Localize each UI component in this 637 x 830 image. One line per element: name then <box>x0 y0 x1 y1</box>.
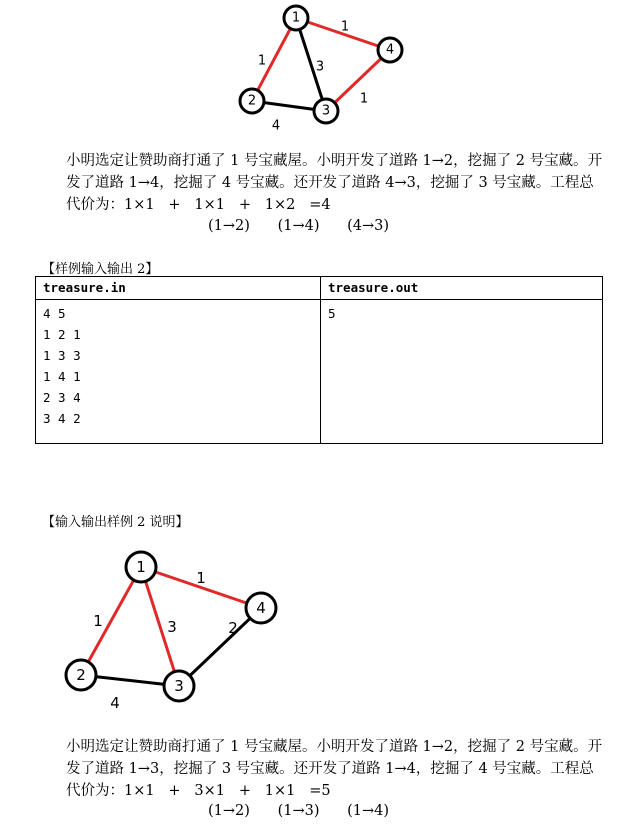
explanation2-formula: 1×1 + 3×1 + 1×1 =5 <box>124 783 331 799</box>
input-line: 1 2 1 <box>43 327 81 342</box>
edge-label-3-4: 2 <box>228 619 238 637</box>
explanation2-paragraph <box>66 736 606 802</box>
svg-text:1: 1 <box>136 558 146 576</box>
svg-text:4: 4 <box>256 599 266 617</box>
node-1 <box>126 552 156 582</box>
edge-label-4-3: 1 <box>359 91 369 107</box>
edge-label-1-3: 3 <box>315 59 325 75</box>
edge-label-1-2: 1 <box>257 53 267 69</box>
svg-text:4: 4 <box>385 42 395 58</box>
svg-text:2: 2 <box>247 93 257 109</box>
example1-graph <box>225 0 425 140</box>
node-3 <box>314 99 338 123</box>
node-2 <box>240 89 264 113</box>
input-line: 3 4 2 <box>43 411 81 426</box>
output-file-header: treasure.out <box>321 277 603 300</box>
explanation2-text: 小明选定让赞助商打通了 1 号宝藏屋。小明开发了道路 1→2，挖掘了 2 号宝藏。开发了道路 1→3，挖掘了 3 号宝藏。还开发了道路 1→4，挖掘了 4 号宝藏。工程总代价为： <box>66 739 603 799</box>
sample2-title: 【样例输入输出 2】 <box>42 262 159 277</box>
node-4 <box>246 593 276 623</box>
edge-label-2-3: 4 <box>271 118 281 134</box>
example1-formula-terms: (1→2) (1→4) (4→3) <box>208 218 390 234</box>
svg-text:3: 3 <box>321 103 331 119</box>
explanation2-graph <box>55 545 295 715</box>
explanation2-formula-terms: (1→2) (1→3) (1→4) <box>208 803 390 819</box>
output-cell <box>321 300 603 444</box>
edge-label-1-4: 1 <box>340 19 350 35</box>
input-line: 4 5 <box>43 306 66 321</box>
explanation2-title: 【输入输出样例 2 说明】 <box>42 515 189 530</box>
svg-text:2: 2 <box>76 666 86 684</box>
input-cell <box>36 300 321 444</box>
edge-label-1-3: 3 <box>167 618 177 636</box>
output-line: 5 <box>328 306 336 321</box>
example1-paragraph <box>66 150 606 216</box>
edge-label-1-2: 1 <box>93 612 103 630</box>
input-line: 1 4 1 <box>43 369 81 384</box>
node-1 <box>284 6 308 30</box>
node-3 <box>164 671 194 701</box>
node-4 <box>378 38 402 62</box>
svg-text:1: 1 <box>291 10 301 26</box>
input-line: 2 3 4 <box>43 390 81 405</box>
edge-label-2-3: 4 <box>110 694 120 712</box>
sample2-io-table <box>35 276 603 444</box>
input-line: 1 3 3 <box>43 348 81 363</box>
example1-formula: 1×1 + 1×1 + 1×2 =4 <box>124 197 331 213</box>
node-2 <box>66 660 96 690</box>
edge-3-4 <box>179 608 261 686</box>
edge-1-2 <box>81 567 141 675</box>
edge-label-1-4: 1 <box>196 569 206 587</box>
svg-text:3: 3 <box>174 677 184 695</box>
example1-text: 小明选定让赞助商打通了 1 号宝藏屋。小明开发了道路 1→2，挖掘了 2 号宝藏。开发了道路 1→4，挖掘了 4 号宝藏。还开发了道路 4→3，挖掘了 3 号宝藏。工程总代价为： <box>66 153 603 213</box>
input-file-header: treasure.in <box>36 277 321 300</box>
